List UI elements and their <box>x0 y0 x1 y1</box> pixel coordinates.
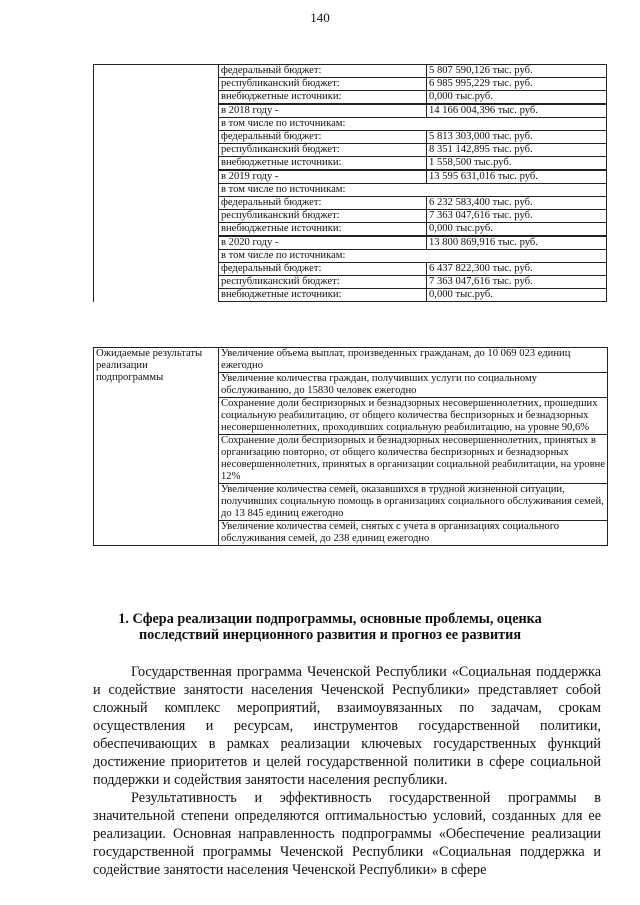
funding-label: внебюджетные источники: <box>219 289 427 302</box>
result-row <box>94 348 608 373</box>
expected-results-heading: Ожидаемые результаты реализации подпрограммы <box>94 348 219 546</box>
funding-label: республиканский бюджет: <box>219 276 427 289</box>
funding-label: в 2020 году - <box>219 236 427 250</box>
result-item: Увеличение объема выплат, произведенных гражданам, до 10 069 023 единиц ежегодно <box>219 348 608 373</box>
funding-label: в том числе по источникам: <box>219 184 607 197</box>
funding-value: 7 363 047,616 тыс. руб. <box>427 210 607 223</box>
body-text <box>93 663 601 879</box>
funding-label: республиканский бюджет: <box>219 78 427 91</box>
funding-left-empty-cell <box>94 65 219 302</box>
funding-label: в 2019 году - <box>219 170 427 184</box>
funding-label: в том числе по источникам: <box>219 118 607 131</box>
result-item: Увеличение количества граждан, получивших услуги по социальному обслуживанию, до 15830 человек ежегодно <box>219 373 608 398</box>
funding-value: 1 558,500 тыс.руб. <box>427 157 607 171</box>
funding-value: 5 807 590,126 тыс. руб. <box>427 65 607 78</box>
funding-label: федеральный бюджет: <box>219 197 427 210</box>
result-item: Увеличение количества семей, оказавшихся в трудной жизненной ситуации, получивших социальную помощь в организациях социального обслуживания семей, до 13 845 единиц ежегодно <box>219 484 608 521</box>
funding-label: внебюджетные источники: <box>219 223 427 237</box>
funding-value: 0,000 тыс.руб. <box>427 91 607 105</box>
funding-table <box>93 64 607 302</box>
funding-value: 13 595 631,016 тыс. руб. <box>427 170 607 184</box>
funding-value: 5 813 303,000 тыс. руб. <box>427 131 607 144</box>
funding-label: внебюджетные источники: <box>219 157 427 171</box>
funding-value: 14 166 004,396 тыс. руб. <box>427 104 607 118</box>
funding-row <box>94 65 607 78</box>
funding-label: в том числе по источникам: <box>219 250 607 263</box>
funding-label: федеральный бюджет: <box>219 131 427 144</box>
funding-label: республиканский бюджет: <box>219 210 427 223</box>
funding-label: внебюджетные источники: <box>219 91 427 105</box>
funding-label: республиканский бюджет: <box>219 144 427 157</box>
funding-label: федеральный бюджет: <box>219 263 427 276</box>
funding-label: в 2018 году - <box>219 104 427 118</box>
section-title: 1. Сфера реализации подпрограммы, основные проблемы, оценка последствий инерционного развития и прогноз ее развития <box>118 611 542 643</box>
funding-value: 0,000 тыс.руб. <box>427 289 607 302</box>
funding-value: 13 800 869,916 тыс. руб. <box>427 236 607 250</box>
funding-value: 6 985 995,229 тыс. руб. <box>427 78 607 91</box>
funding-value: 8 351 142,895 тыс. руб. <box>427 144 607 157</box>
funding-label: федеральный бюджет: <box>219 65 427 78</box>
paragraph: Государственная программа Чеченской Республики «Социальная поддержка и содействие занятости населения Чеченской Республики» представляет собой сложный комплекс мероприятий, взаимоувязанных по задачам, срокам осуществления и ресурсам, инструментов государственной политики, обеспечивающих в рамках реализации ключевых государственных функций достижение приоритетов и целей государственной политики в сфере социальной поддержки и содействия занятости населения республики. <box>93 664 601 788</box>
expected-results-table <box>93 347 608 546</box>
funding-value: 6 437 822,300 тыс. руб. <box>427 263 607 276</box>
result-item: Увеличение количества семей, снятых с учета в организациях социального обслуживания семей, до 238 единиц ежегодно <box>219 521 608 546</box>
funding-value: 0,000 тыс.руб. <box>427 223 607 237</box>
funding-value: 6 232 583,400 тыс. руб. <box>427 197 607 210</box>
result-item: Сохранение доли беспризорных и безнадзорных несовершеннолетних, прошедших социальную реабилитацию, от общего количества беспризорных и безнадзорных несовершеннолетних, проходивших социальную реабилитацию, на уровне 90,6% <box>219 398 608 435</box>
funding-value: 7 363 047,616 тыс. руб. <box>427 276 607 289</box>
page-number: 140 <box>310 10 330 25</box>
result-item: Сохранение доли беспризорных и безнадзорных несовершеннолетних, принятых в организацию повторно, от общего количества беспризорных и безнадзорных несовершеннолетних, принятых в организации социальной реабилитации, на уровне 12% <box>219 435 608 484</box>
paragraph: Результативность и эффективность государственной программы в значительной степени определяются оптимальностью условий, созданных для ее реализации. Основная направленность подпрограммы «Обеспечение реализации государственной программы Чеченской Республики «Социальная поддержка и содействие занятости населения Чеченской Республики» в сфере <box>93 790 601 878</box>
